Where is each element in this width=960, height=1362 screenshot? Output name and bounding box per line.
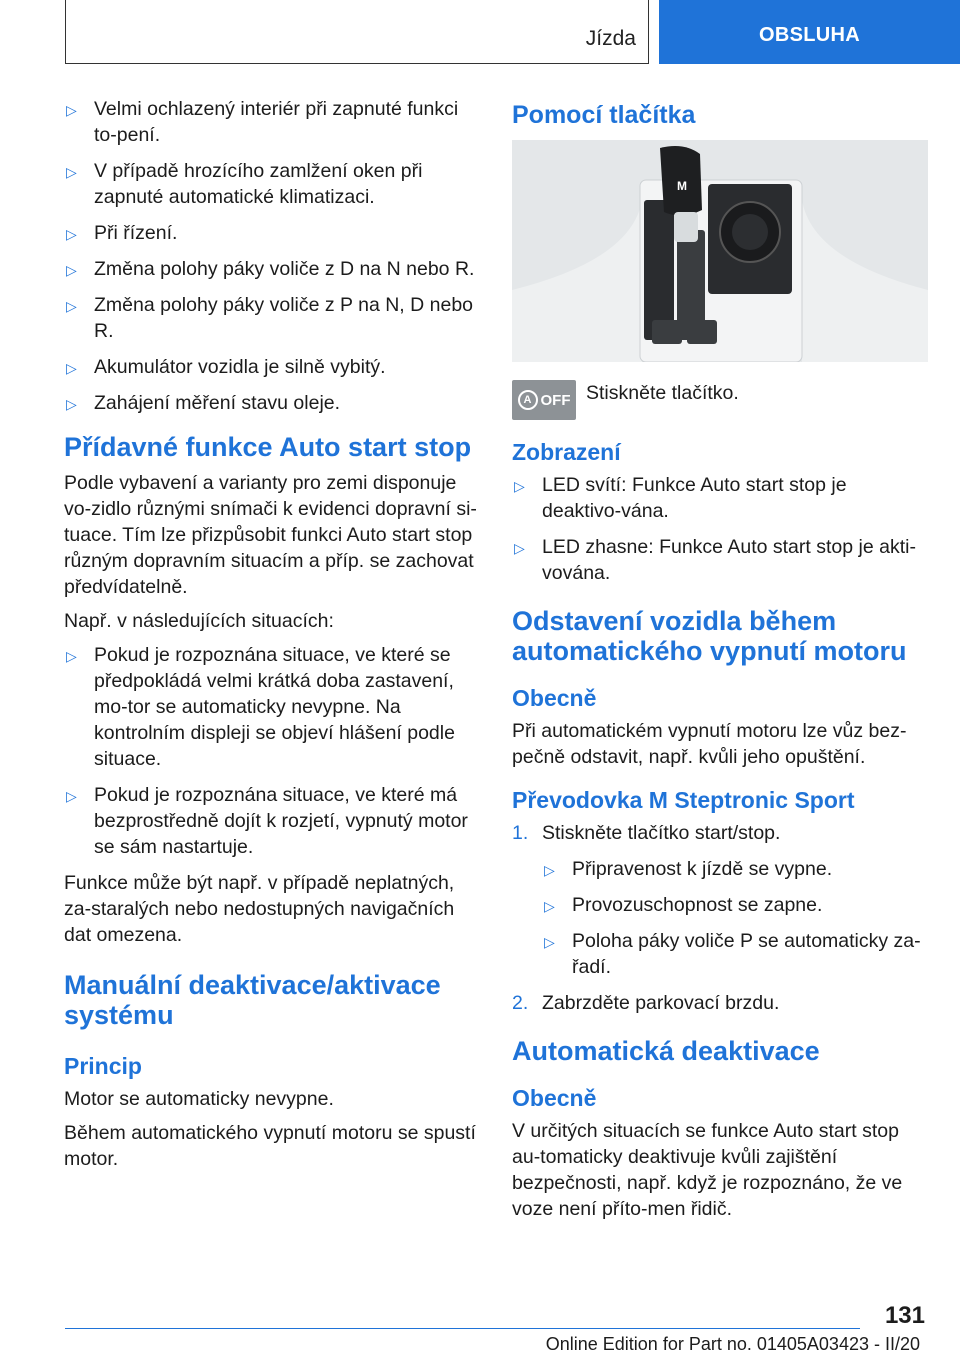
auto-start-stop-button-icon: A OFF (512, 380, 576, 420)
list-item: ▷ LED zhasne: Funkce Auto start stop je akti-vována. (514, 536, 916, 584)
list-item: ▷ Změna polohy páky voliče z P na N, D nebo R. (66, 294, 474, 342)
paragraph-principle-1: Motor se automaticky nevypne. (64, 1088, 334, 1110)
list-item: ▷ Připravenost k jízdě se vypne. (542, 856, 928, 882)
heading-parking: Odstavení vozidla během automatického vypnutí motoru (512, 606, 907, 666)
auto-start-stop-symbol-icon: A (518, 390, 538, 410)
list-item: ▷ Pokud je rozpoznána situace, ve které se předpokládá velmi krátká doba zastavení, mo-tor se automaticky nevypne. Na kontrolním displeji se objeví hlášení podle situace. (66, 644, 455, 770)
edition-note: Online Edition for Part no. 01405A03423 - II/20 (545, 1334, 920, 1354)
paragraph-sensors: Podle vybavení a varianty pro zemi disponuje vo-zidlo různými snímači k evidenci dopravní si-tuace. Tím lze přizpůsobit funkci Auto start stop různým dopravním situacím a příp. se zachovat předvídatelně. (64, 472, 477, 598)
heading-auto-deactivation: Automatická deaktivace (512, 1036, 820, 1066)
center-console-illustration (512, 140, 928, 362)
triangle-bullet-icon: ▷ (66, 164, 77, 180)
chapter-tab: OBSLUHA (659, 0, 960, 64)
heading-general-2: Obecně (512, 1085, 597, 1111)
triangle-bullet-icon: ▷ (514, 540, 525, 556)
list-item: ▷ Při řízení. (64, 220, 480, 246)
list-item: ▷ Pokud je rozpoznána situace, ve které má bezprostředně dojít k rozjetí, vypnutý motor se sám nastartuje. (66, 784, 468, 858)
steps-list (512, 820, 928, 1016)
paragraph-principle-2: Během automatického vypnutí motoru se spustí motor. (64, 1122, 476, 1170)
list-item: ▷ V případě hrozícího zamlžení oken při zapnuté automatické klimatizaci. (66, 160, 423, 208)
triangle-bullet-icon: ▷ (544, 934, 555, 950)
list-item: ▷ Zahájení měření stavu oleje. (64, 390, 480, 416)
display-list (512, 472, 928, 586)
heading-steptronic: Převodovka M Steptronic Sport (512, 787, 855, 813)
paragraph-example: Např. v následujících situacích: (64, 610, 334, 632)
list-item: ▷ Provozuschopnost se zapne. (542, 892, 928, 918)
paragraph-limitation: Funkce může být např. v případě neplatných, za-staralých nebo nedostupných navigačních dat omezena. (64, 872, 455, 946)
triangle-bullet-icon: ▷ (66, 360, 77, 376)
triangle-bullet-icon: ▷ (66, 262, 77, 278)
triangle-bullet-icon: ▷ (66, 298, 77, 314)
left-column (64, 96, 480, 1180)
heading-extra-functions: Přídavné funkce Auto start stop (64, 432, 472, 462)
list-item: ▷ LED svítí: Funkce Auto start stop je deaktivo-vána. (514, 474, 847, 522)
step-item: 1. Stiskněte tlačítko start/stop. ▷ Připravenost k jízdě se vypne. ▷ Provozuschopnost se zapne. ▷ Poloha páky voliče P se automaticky za-řadí. (512, 820, 928, 980)
header-section-box (65, 0, 649, 64)
heading-manual: Manuální deaktivace/aktivace systému (64, 970, 441, 1030)
triangle-bullet-icon: ▷ (514, 478, 525, 494)
list-item: ▷ Změna polohy páky voliče z D na N nebo R. (64, 256, 480, 282)
heading-display: Zobrazení (512, 439, 621, 465)
paragraph-general-1: Při automatickém vypnutí motoru lze vůz bez-pečně odstavit, např. kvůli jeho opuštění. (512, 720, 907, 768)
paragraph-general-2: V určitých situacích se funkce Auto start stop au-tomaticky deaktivuje kvůli zajištění bezpečnosti, např. když je rozpoznáno, že ve voze není přítо-men řidič. (512, 1120, 903, 1220)
conditions-list (64, 96, 480, 416)
triangle-bullet-icon: ▷ (66, 396, 77, 412)
heading-button: Pomocí tlačítka (512, 101, 696, 129)
triangle-bullet-icon: ▷ (66, 102, 77, 118)
paragraph-press-button: Stiskněte tlačítko. (586, 382, 739, 404)
gear-selector-photo (512, 140, 928, 362)
section-title: Jízda (585, 27, 636, 50)
step-item: 2. Zabrzděte parkovací brzdu. (512, 992, 780, 1014)
page-number: 131 (884, 1302, 925, 1329)
triangle-bullet-icon: ▷ (66, 788, 77, 804)
right-column (512, 96, 928, 1230)
footer-divider (65, 1328, 860, 1329)
triangle-bullet-icon: ▷ (66, 226, 77, 242)
button-instruction (512, 380, 928, 420)
heading-principle: Princip (64, 1053, 142, 1079)
situations-list (64, 642, 480, 860)
list-item: ▷ Poloha páky voliče P se automaticky za-řadí. (544, 930, 921, 978)
heading-general-1: Obecně (512, 685, 597, 711)
list-item: ▷ Akumulátor vozidla je silně vybitý. (64, 354, 480, 380)
triangle-bullet-icon: ▷ (66, 648, 77, 664)
triangle-bullet-icon: ▷ (544, 898, 555, 914)
triangle-bullet-icon: ▷ (544, 862, 555, 878)
list-item: ▷ Velmi ochlazený interiér při zapnuté funkci to-pení. (66, 98, 459, 146)
step-substeps (542, 856, 928, 980)
m-logo: M (677, 179, 687, 193)
